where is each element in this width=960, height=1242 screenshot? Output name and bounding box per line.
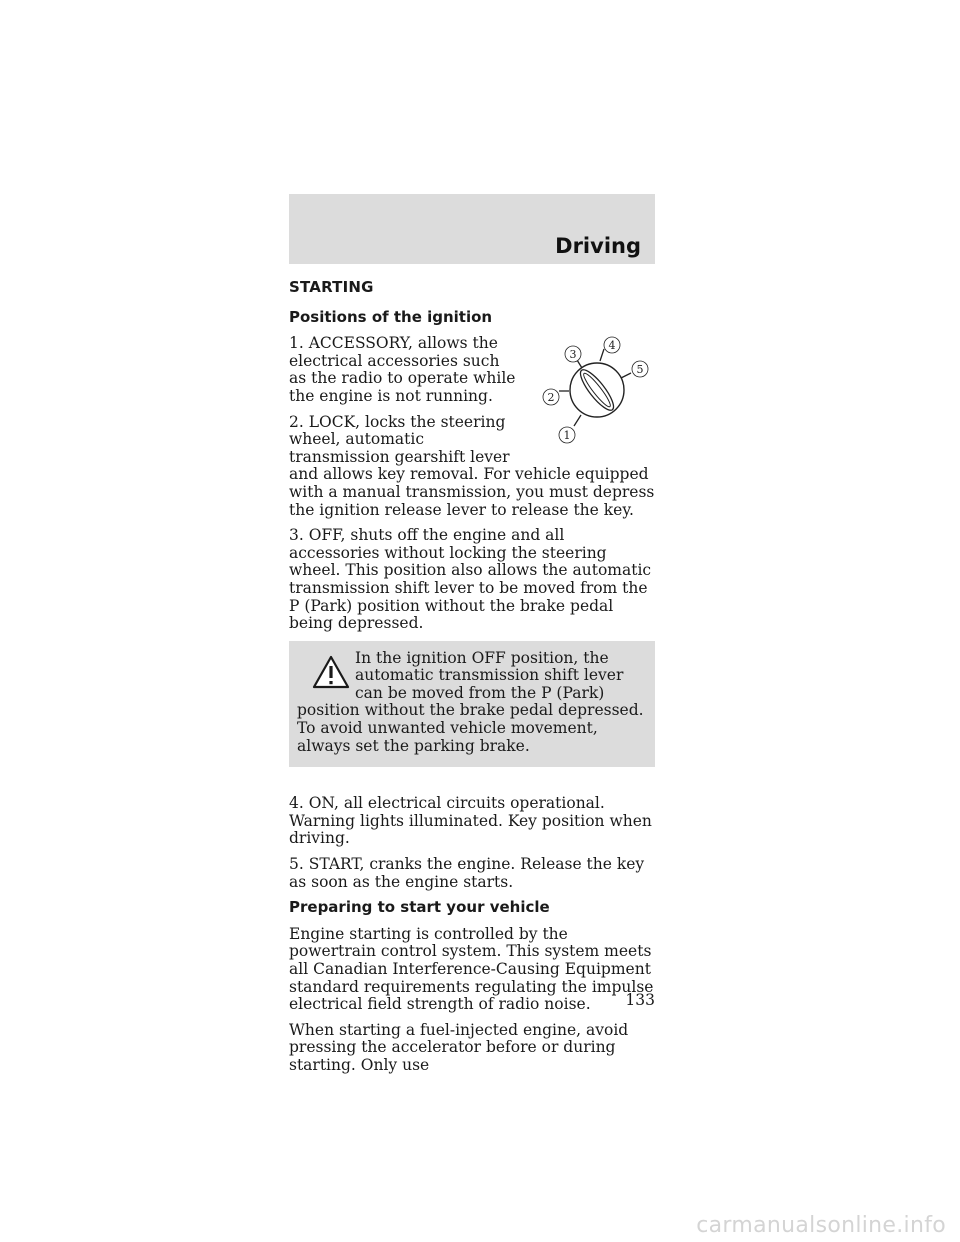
subheading-preparing: Preparing to start your vehicle — [289, 898, 550, 917]
chapter-title: STARTING — [289, 278, 374, 296]
position-1-text: 1. ACCESSORY, allows the electrical accessories such as the radio to operate while the engine is not running. — [289, 334, 516, 405]
watermark: carmanualsonline.info — [696, 1213, 946, 1238]
position-4-text: 4. ON, all electrical circuits operational. Warning lights illuminated. Key position when driving. — [289, 794, 652, 848]
subheading-ignition-positions: Positions of the ignition — [289, 307, 493, 326]
warning-triangle-icon — [311, 654, 351, 690]
position-3-text: 3. OFF, shuts off the engine and all accessories without locking the steering wheel. This position also allows the automatic transmission shift lever to be moved from the P (Park) position without the brake pedal being depressed. — [289, 526, 652, 633]
section-header-band — [289, 194, 655, 264]
preparing-paragraph-2: When starting a fuel-injected engine, avoid pressing the accelerator before or during starting. Only use — [289, 1020, 629, 1074]
diagram-label-5: 5 — [636, 363, 644, 377]
ignition-switch-icon — [525, 335, 655, 447]
diagram-label-2: 2 — [547, 391, 555, 405]
warning-box — [289, 641, 655, 768]
diagram-label-3: 3 — [569, 348, 577, 362]
ignition-diagram — [525, 335, 655, 447]
diagram-label-4: 4 — [608, 339, 616, 353]
diagram-label-1: 1 — [563, 429, 571, 443]
warning-text: In the ignition OFF position, the automatic transmission shift lever can be moved from the P (Park) position without the brake pedal depressed. To avoid unwanted vehicle movement, always set the parking brake. — [297, 648, 644, 755]
position-5-text: 5. START, cranks the engine. Release the key as soon as the engine starts. — [289, 855, 645, 891]
preparing-paragraph-1: Engine starting is controlled by the powertrain control system. This system meets all Canadian Interference-Causing Equipment standard requirements regulating the impulse electrical field strength of radio noise. — [289, 924, 654, 1014]
section-title: Driving — [555, 234, 641, 258]
page-number: 133 — [625, 991, 655, 1009]
position-2-text: 2. LOCK, locks the steering wheel, automatic transmission gearshift lever and allows key removal. For vehicle equipped with a manual transmission, you must depress the ignition release lever to release the key. — [289, 412, 655, 519]
page-content — [289, 279, 655, 1083]
